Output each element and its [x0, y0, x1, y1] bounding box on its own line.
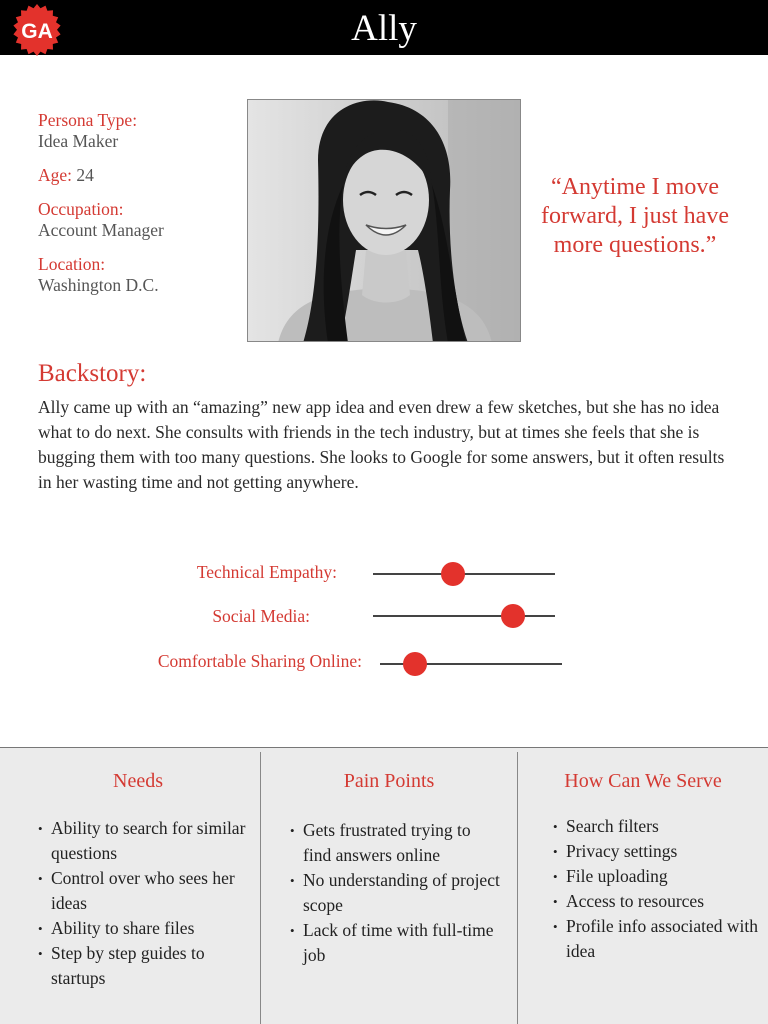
- needs-list: [38, 816, 248, 991]
- persona-photo: [247, 99, 521, 342]
- needs-column: [0, 748, 260, 1024]
- backstory-text: Ally came up with an “amazing” new app idea and even drew a few sketches, but she has no idea what to do next. She consults with friends in the tech industry, but at times she feels that she is bugging them with too many questions. She looks to Google for some answers, but it often results in her wasting time and not getting anywhere.: [38, 397, 725, 492]
- occupation-field: [38, 199, 238, 241]
- technical-empathy-label: Technical Empathy:: [196, 562, 337, 582]
- technical-empathy-knob: [441, 562, 465, 586]
- sharing-online-knob: [403, 652, 427, 676]
- persona-type-field: [38, 110, 238, 152]
- occupation-value: Account Manager: [38, 220, 164, 240]
- occupation-label: Occupation:: [38, 199, 124, 219]
- how-can-we-serve-column: [518, 748, 768, 1024]
- list-item: • No understanding of project scope: [290, 868, 502, 918]
- list-item: • Search filters: [553, 814, 765, 839]
- list-item: • Access to resources: [553, 889, 765, 914]
- how-can-we-serve-list: [553, 814, 765, 964]
- list-item: • Ability to share files: [38, 916, 248, 941]
- needs-heading: Needs: [113, 770, 163, 792]
- list-item: • Privacy settings: [553, 839, 765, 864]
- location-field: [38, 254, 238, 296]
- list-item: • Control over who sees her ideas: [38, 866, 248, 916]
- sharing-online-label: Comfortable Sharing Online:: [157, 651, 362, 671]
- list-item: • Profile info associated with idea: [553, 914, 765, 964]
- persona-type-value: Idea Maker: [38, 131, 119, 151]
- how-can-we-serve-heading: How Can We Serve: [564, 770, 722, 792]
- list-item: • Gets frustrated trying to find answers online: [290, 818, 502, 868]
- persona-quote: “Anytime I move forward, I just have more questions.”: [541, 174, 729, 258]
- social-media-track: [373, 615, 555, 617]
- social-media-knob: [501, 604, 525, 628]
- portrait-illustration: [248, 100, 521, 342]
- list-item: • Step by step guides to startups: [38, 941, 248, 991]
- location-value: Washington D.C.: [38, 275, 159, 295]
- persona-type-label: Persona Type:: [38, 110, 138, 130]
- social-media-label: Social Media:: [212, 606, 310, 626]
- pain-points-column: [261, 748, 517, 1024]
- summary-panel: [0, 747, 768, 1024]
- pain-points-heading: Pain Points: [343, 770, 435, 792]
- list-item: • Lack of time with full-time job: [290, 918, 502, 968]
- header-bar: [0, 0, 768, 55]
- age-value: 24: [76, 165, 94, 185]
- persona-name: Ally: [351, 8, 417, 49]
- age-field: [38, 165, 238, 186]
- list-item: • File uploading: [553, 864, 765, 889]
- list-item: • Ability to search for similar questions: [38, 816, 248, 866]
- logo-text: GA: [21, 20, 53, 43]
- persona-info: [38, 110, 238, 309]
- backstory-heading: Backstory:: [38, 360, 147, 387]
- age-label: Age:: [38, 165, 73, 185]
- pain-points-list: [290, 818, 502, 968]
- location-label: Location:: [38, 254, 106, 274]
